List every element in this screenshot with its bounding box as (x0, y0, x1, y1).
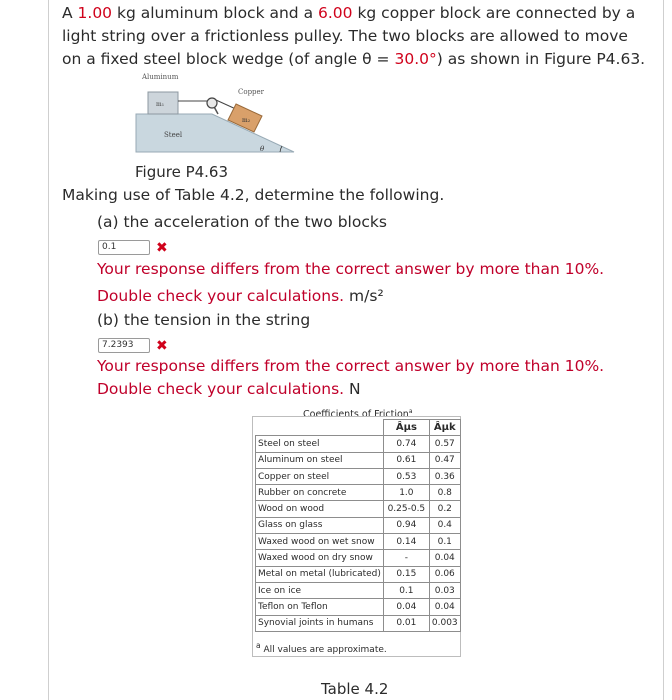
part-b-unit: N (349, 380, 361, 398)
figure-p4-63 (134, 70, 298, 162)
table-cell-material: Aluminum on steel (256, 452, 384, 468)
table-cell-material: Waxed wood on wet snow (256, 534, 384, 550)
table-cell-material: Rubber on concrete (256, 485, 384, 501)
table-cell-kinetic: 0.36 (429, 468, 460, 484)
table-cell-static: - (383, 550, 429, 566)
feedback-text: Double check your calculations. (97, 380, 345, 398)
footnote-mark: a (256, 641, 261, 650)
table-header-row (256, 420, 461, 436)
table-row (256, 550, 461, 566)
m1-label: m₁ (156, 101, 165, 108)
part-b-question: (b) the tension in the string (97, 311, 311, 329)
table-cell-static: 0.1 (383, 582, 429, 598)
table-row (256, 517, 461, 533)
table-cell-material: Copper on steel (256, 468, 384, 484)
theta-label: θ (260, 145, 265, 153)
table-cell-static: 0.04 (383, 599, 429, 615)
table-cell-static: 0.01 (383, 615, 429, 631)
table-cell-kinetic: 0.003 (429, 615, 460, 631)
table-cell-kinetic: 0.04 (429, 599, 460, 615)
table-cell-material: Synovial joints in humans (256, 615, 384, 631)
mass-aluminum-value: 1.00 (77, 4, 113, 22)
part-b-feedback: Your response differs from the correct answer by more than 10%. (97, 357, 605, 375)
table-cell-material: Steel on steel (256, 436, 384, 452)
part-b-feedback-line2 (97, 380, 361, 398)
table-cell-kinetic: 0.8 (429, 485, 460, 501)
footnote-text: All values are approximate. (260, 645, 387, 655)
table-row (256, 615, 461, 631)
table-cell-material: Teflon on Teflon (256, 599, 384, 615)
part-a-unit: m/s² (349, 287, 384, 305)
feedback-text: Double check your calculations. (97, 287, 345, 305)
angle-value: 30.0° (394, 50, 437, 68)
table-row (256, 485, 461, 501)
problem-text: ) as shown in Figure P4.63. (436, 50, 646, 68)
table-cell-material: Metal on metal (lubricated) (256, 566, 384, 582)
table-cell-kinetic: 0.47 (429, 452, 460, 468)
table-cell-kinetic: 0.06 (429, 566, 460, 582)
incorrect-icon: ✖ (156, 338, 168, 354)
table-cell-kinetic: 0.04 (429, 550, 460, 566)
table-title-text: Coefficients of Friction (303, 409, 409, 421)
part-b-answer-input[interactable]: 7.2393 (98, 338, 150, 353)
table-cell-material: Glass on glass (256, 517, 384, 533)
table-footnote (256, 641, 387, 655)
mass-copper-value: 6.00 (318, 4, 353, 22)
table-header-static: Âμs (383, 420, 429, 436)
table-cell-static: 0.53 (383, 468, 429, 484)
table-cell-static: 0.14 (383, 534, 429, 550)
problem-text: kg copper block are connected by a light string over a frictionless pulley. The two blocks are allowed to move on a fixed steel block wedge (of angle θ = (62, 4, 636, 68)
table-cell-kinetic: 0.2 (429, 501, 460, 517)
table-cell-material: Wood on wood (256, 501, 384, 517)
steel-label: Steel (164, 131, 183, 139)
table-title-footnote-mark: a (408, 408, 413, 415)
table-header-kinetic: Âμk (429, 420, 460, 436)
table-cell-kinetic: 0.4 (429, 517, 460, 533)
table-caption: Table 4.2 (321, 680, 389, 698)
table-cell-static: 0.15 (383, 566, 429, 582)
friction-table (255, 419, 461, 632)
steel-wedge (136, 114, 294, 152)
table-row (256, 436, 461, 452)
m2-label: m₂ (242, 117, 251, 124)
part-a-feedback: Your response differs from the correct answer by more than 10%. (97, 260, 605, 278)
table-cell-kinetic: 0.1 (429, 534, 460, 550)
table-cell-material: Ice on ice (256, 582, 384, 598)
table-row (256, 468, 461, 484)
figure-caption: Figure P4.63 (135, 163, 229, 181)
problem-statement (62, 2, 652, 71)
table-header-material (256, 420, 384, 436)
problem-text: A (62, 4, 78, 22)
copper-label: Copper (238, 88, 265, 96)
table-row (256, 501, 461, 517)
pulley (207, 98, 217, 108)
table-row (256, 452, 461, 468)
table-cell-material: Waxed wood on dry snow (256, 550, 384, 566)
table-cell-static: 0.94 (383, 517, 429, 533)
part-a-answer-input[interactable]: 0.1 (98, 240, 150, 255)
table-cell-static: 0.74 (383, 436, 429, 452)
table-row (256, 599, 461, 615)
table-cell-kinetic: 0.03 (429, 582, 460, 598)
table-cell-static: 0.25-0.5 (383, 501, 429, 517)
table-cell-kinetic: 0.57 (429, 436, 460, 452)
table-row (256, 566, 461, 582)
problem-text: kg aluminum block and a (112, 4, 318, 22)
table-row (256, 582, 461, 598)
part-a-feedback-line2 (97, 287, 384, 305)
table-cell-static: 0.61 (383, 452, 429, 468)
incorrect-icon: ✖ (156, 240, 168, 256)
aluminum-label: Aluminum (142, 73, 179, 81)
instructions: Making use of Table 4.2, determine the following. (62, 186, 445, 204)
part-a-question: (a) the acceleration of the two blocks (97, 213, 387, 231)
table-cell-static: 1.0 (383, 485, 429, 501)
table-row (256, 534, 461, 550)
